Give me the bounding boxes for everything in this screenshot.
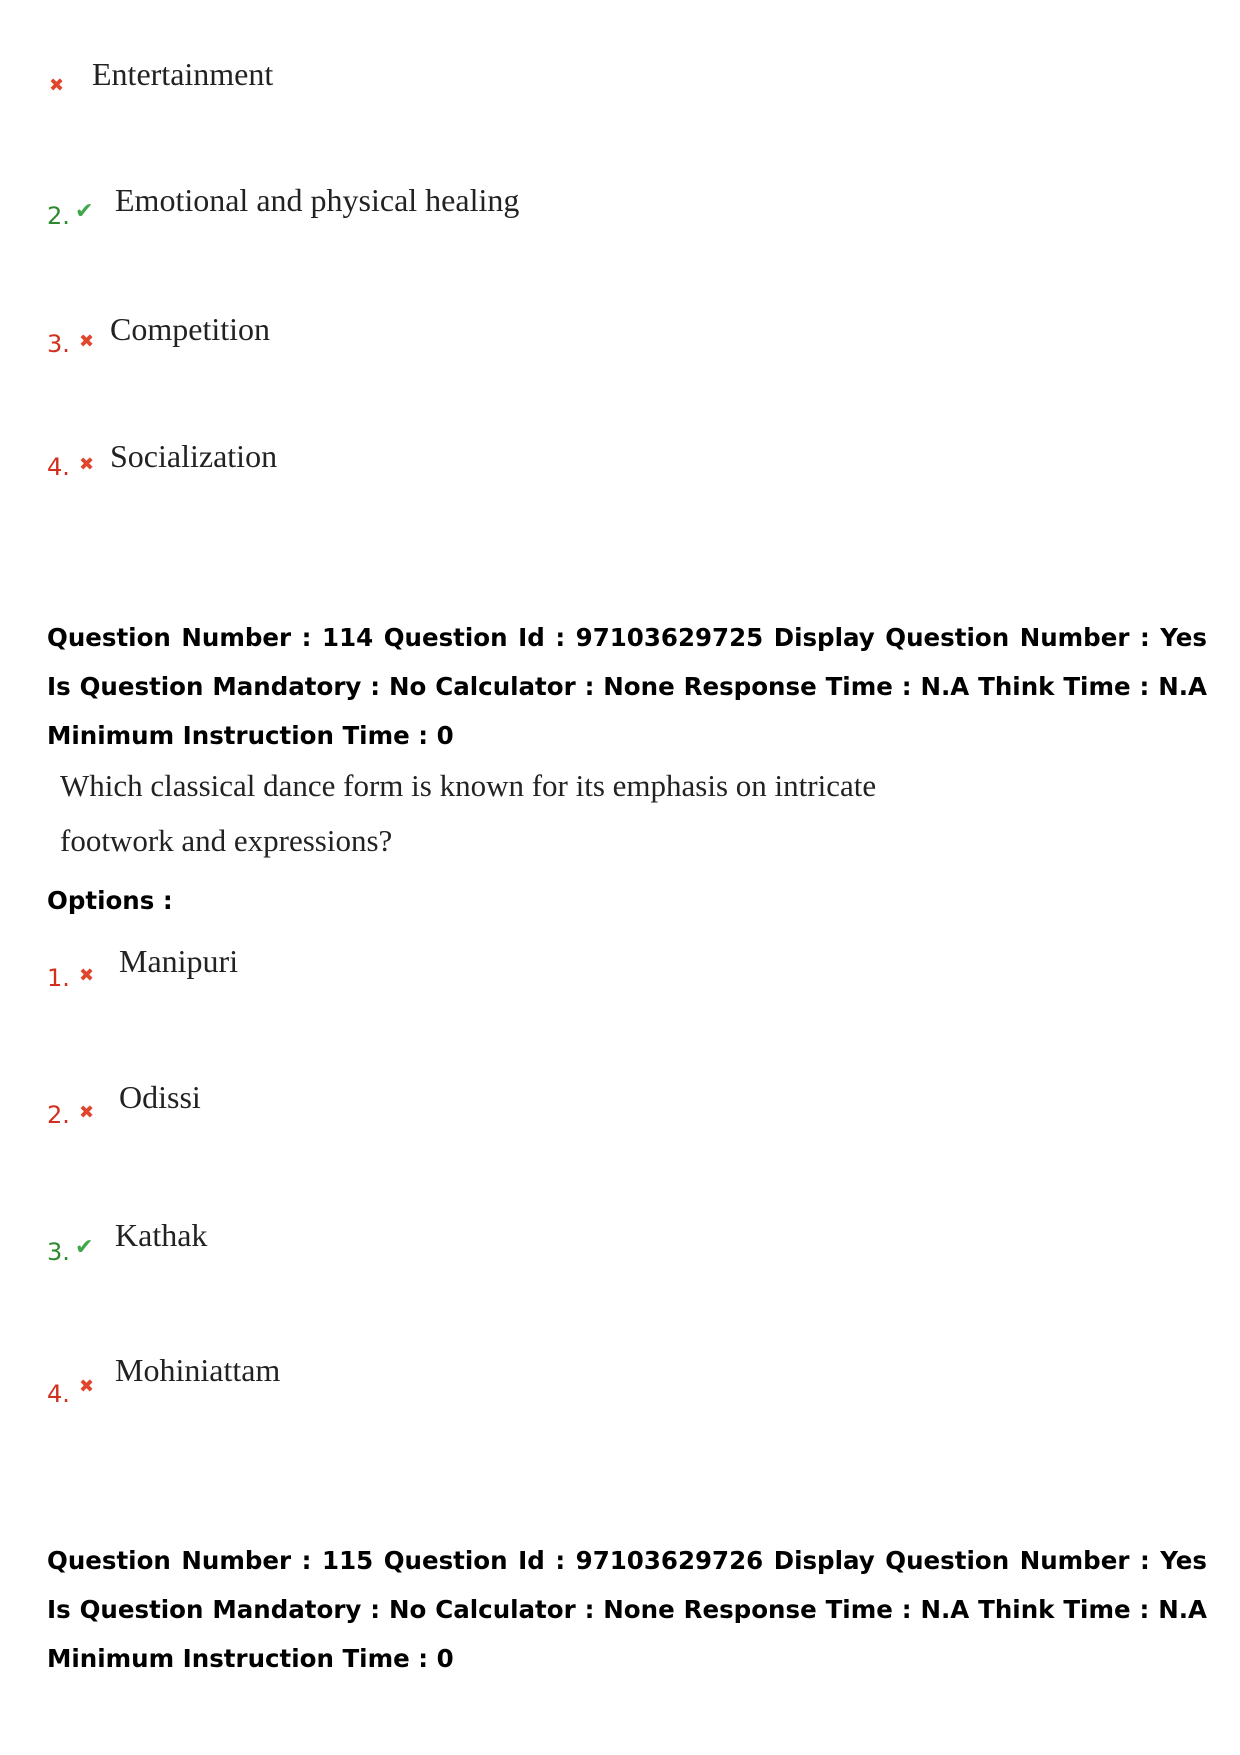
option-number: 3.	[47, 1238, 70, 1266]
check-icon: ✔	[75, 1235, 94, 1260]
question-text: Which classical dance form is known for its emphasis on intricate footwork and expressions?	[60, 768, 877, 858]
option-text: Manipuri	[119, 943, 239, 979]
option-text: Kathak	[115, 1217, 208, 1253]
option-number: 3.	[47, 330, 70, 358]
option-text: Socialization	[110, 438, 278, 474]
option-text: Mohiniattam	[115, 1352, 281, 1388]
option-number: 2.	[47, 1101, 70, 1129]
option-text: Entertainment	[92, 56, 274, 92]
option-number: 4.	[47, 1380, 70, 1408]
cross-icon: ✖	[79, 1376, 95, 1397]
options-label: Options :	[47, 886, 173, 915]
cross-icon: ✖	[79, 1102, 95, 1123]
cross-icon: ✖	[79, 965, 95, 986]
option-number: 1.	[47, 964, 70, 992]
check-icon: ✔	[75, 199, 94, 224]
option-number: 4.	[47, 453, 70, 481]
option-text: Competition	[110, 311, 270, 347]
option-text: Odissi	[119, 1079, 201, 1115]
question-meta: Question Number : 114 Question Id : 97103629725 Display Question Number : Yes Is Question Mandatory : No Calculator : None Response Time : N.A Think Time : N.A Minimum Instruction Time : 0	[47, 623, 1207, 750]
cross-icon: ✖	[49, 75, 65, 96]
option-number: 2.	[47, 202, 70, 230]
option-text: Emotional and physical healing	[115, 182, 520, 218]
cross-icon: ✖	[79, 331, 95, 352]
question-meta: Question Number : 115 Question Id : 97103629726 Display Question Number : Yes Is Question Mandatory : No Calculator : None Response Time : N.A Think Time : N.A Minimum Instruction Time : 0	[47, 1546, 1207, 1673]
cross-icon: ✖	[79, 454, 95, 475]
